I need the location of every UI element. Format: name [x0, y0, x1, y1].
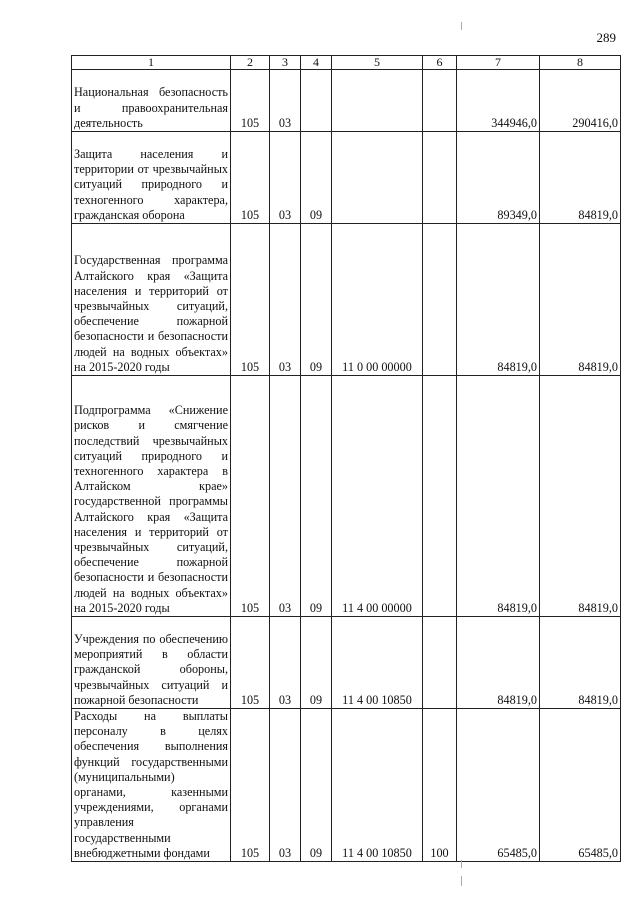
- cell-amount-2: 65485,0: [540, 709, 621, 862]
- scan-artifact-line: [461, 860, 462, 868]
- cell-section: 03: [270, 224, 301, 376]
- row-name: Расходы на выплаты персоналу в целях обеспечения выполнения функций государственными (муниципальными) органами, казенными учреждениями, органами управления государственными внебюджетными фондами: [72, 709, 231, 862]
- column-header: 7: [457, 56, 540, 70]
- scan-artifact-line: [461, 876, 462, 886]
- budget-table: [71, 55, 621, 862]
- cell-amount-2: 84819,0: [540, 376, 621, 617]
- cell-amount-1: 84819,0: [457, 617, 540, 709]
- column-header: 6: [423, 56, 457, 70]
- cell-target-article: 11 4 00 10850: [332, 617, 423, 709]
- cell-subsection: 09: [301, 376, 332, 617]
- row-name: Подпрограмма «Снижение рисков и смягчение последствий чрезвычайных ситуаций природного и техногенного характера в Алтайском крае» государственной программы Алтайского края «Защита населения и территорий от чрезвычайных ситуаций, обеспечение пожарной безопасности и безопасности людей на водных объектах» на 2015-2020 годы: [72, 376, 231, 617]
- cell-section: 03: [270, 709, 301, 862]
- cell-ministry: 105: [231, 709, 270, 862]
- cell-section: 03: [270, 376, 301, 617]
- column-header: 2: [231, 56, 270, 70]
- cell-target-article: 11 4 00 00000: [332, 376, 423, 617]
- cell-section: 03: [270, 132, 301, 224]
- scan-artifact-line: [461, 22, 462, 30]
- cell-target-article: [332, 132, 423, 224]
- cell-amount-2: 84819,0: [540, 132, 621, 224]
- cell-expense-type: [423, 617, 457, 709]
- cell-expense-type: [423, 132, 457, 224]
- cell-amount-2: 290416,0: [540, 70, 621, 132]
- cell-ministry: 105: [231, 70, 270, 132]
- cell-ministry: 105: [231, 224, 270, 376]
- column-header: 3: [270, 56, 301, 70]
- cell-expense-type: [423, 224, 457, 376]
- cell-section: 03: [270, 617, 301, 709]
- cell-ministry: 105: [231, 376, 270, 617]
- table-row: [72, 70, 621, 132]
- table-row: [72, 132, 621, 224]
- table-row: [72, 376, 621, 617]
- cell-subsection: 09: [301, 224, 332, 376]
- page-number: 289: [596, 30, 616, 45]
- row-name: Национальная безопасность и правоохранительная деятельность: [72, 70, 231, 132]
- table-row: [72, 709, 621, 862]
- cell-amount-1: 65485,0: [457, 709, 540, 862]
- column-header: 5: [332, 56, 423, 70]
- cell-subsection: 09: [301, 617, 332, 709]
- table-row: [72, 224, 621, 376]
- cell-ministry: 105: [231, 617, 270, 709]
- cell-expense-type: 100: [423, 709, 457, 862]
- row-name: Государственная программа Алтайского края «Защита населения и территорий от чрезвычайных ситуаций, обеспечение пожарной безопасности и безопасности людей на водных объектах» на 2015-2020 годы: [72, 224, 231, 376]
- cell-target-article: 11 0 00 00000: [332, 224, 423, 376]
- cell-amount-2: 84819,0: [540, 617, 621, 709]
- cell-amount-1: 89349,0: [457, 132, 540, 224]
- cell-amount-1: 84819,0: [457, 376, 540, 617]
- column-header: 8: [540, 56, 621, 70]
- cell-amount-1: 344946,0: [457, 70, 540, 132]
- cell-amount-1: 84819,0: [457, 224, 540, 376]
- cell-target-article: 11 4 00 10850: [332, 709, 423, 862]
- column-header: 1: [72, 56, 231, 70]
- cell-expense-type: [423, 70, 457, 132]
- cell-ministry: 105: [231, 132, 270, 224]
- column-header: 4: [301, 56, 332, 70]
- cell-amount-2: 84819,0: [540, 224, 621, 376]
- cell-section: 03: [270, 70, 301, 132]
- cell-target-article: [332, 70, 423, 132]
- cell-subsection: [301, 70, 332, 132]
- cell-subsection: 09: [301, 132, 332, 224]
- row-name: Защита населения и территории от чрезвычайных ситуаций природного и техногенного характера, гражданская оборона: [72, 132, 231, 224]
- cell-expense-type: [423, 376, 457, 617]
- table-header-row: [72, 56, 621, 70]
- table-row: [72, 617, 621, 709]
- row-name: Учреждения по обеспечению мероприятий в области гражданской обороны, чрезвычайных ситуаций и пожарной безопасности: [72, 617, 231, 709]
- cell-subsection: 09: [301, 709, 332, 862]
